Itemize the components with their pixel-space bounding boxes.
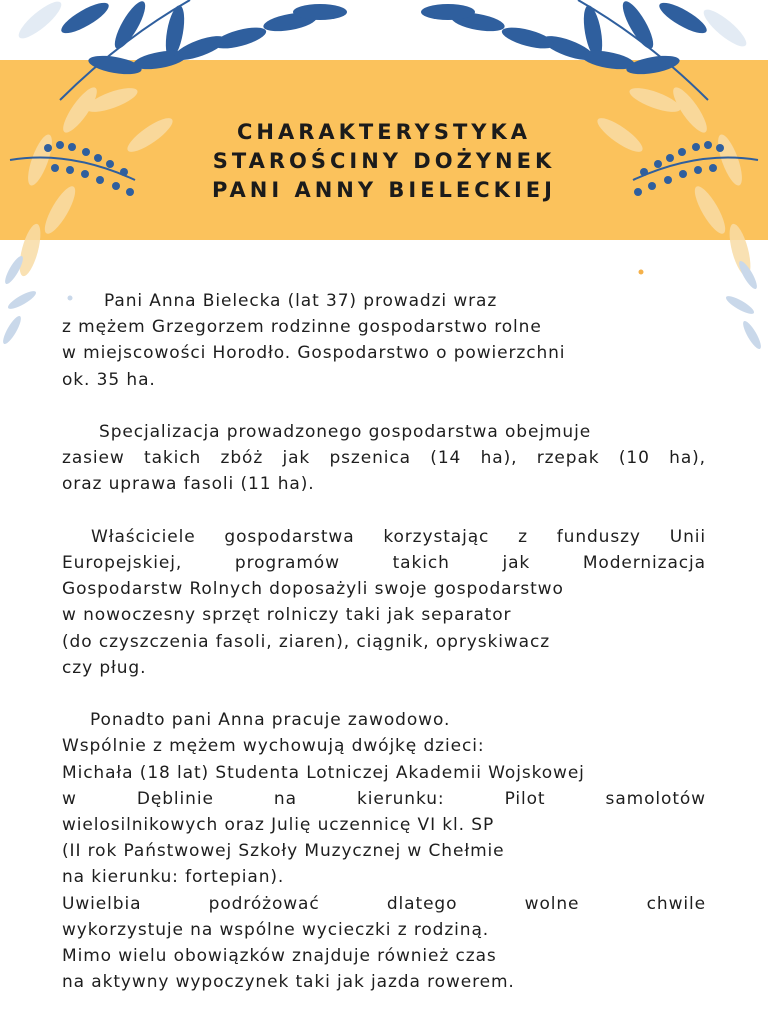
text-line: (do czyszczenia fasoli, ziaren), ciągnik, opryskiwacz	[62, 631, 551, 652]
text-line: oraz uprawa fasoli (11 ha).	[62, 474, 315, 495]
title-line: CHARAKTERYSTYKA	[236, 120, 531, 144]
text-line: w nowoczesny sprzęt rolniczy taki jak separator	[62, 605, 512, 626]
paragraph-family	[62, 707, 706, 995]
paragraph-specialization	[62, 419, 706, 498]
text-line: wykorzystuje na wspólne wycieczki z rodziną.	[62, 919, 490, 940]
text-line: w miejscowości Horodło. Gospodarstwo o powierzchni	[62, 343, 566, 364]
text-line: Właściciele gospodarstwa korzystając z funduszy Unii	[91, 526, 706, 547]
text-line: z mężem Grzegorzem rodzinne gospodarstwo rolne	[62, 317, 542, 338]
paragraph-equipment	[62, 524, 706, 681]
text-line: (II rok Państwowej Szkoły Muzycznej w Chełmie	[62, 841, 505, 862]
text-line: Pani Anna Bielecka (lat 37) prowadzi wraz	[104, 291, 498, 311]
text-line: Uwielbia podróżować dlatego wolne chwile	[62, 893, 706, 914]
paragraph-farm	[62, 288, 706, 393]
text-line: Specjalizacja prowadzonego gospodarstwa obejmuje	[99, 422, 592, 442]
text-line: w Dęblinie na kierunku: Pilot samolotów	[62, 788, 706, 809]
text-line: Europejskiej, programów takich jak Modernizacja	[62, 553, 706, 573]
text-line: Wspólnie z mężem wychowują dwójkę dzieci:	[62, 736, 485, 757]
title-line: PANI ANNY BIELECKIEJ	[212, 178, 556, 202]
text-line: Ponadto pani Anna pracuje zawodowo.	[90, 710, 451, 731]
text-line: Mimo wielu obowiązków znajduje również czas	[62, 946, 497, 967]
text-line: na kierunku: fortepian).	[62, 867, 285, 888]
body-text	[62, 288, 706, 995]
page-title	[0, 118, 768, 205]
text-line: Michała (18 lat) Studenta Lotniczej Akademii Wojskowej	[62, 762, 585, 783]
text-line: Gospodarstw Rolnych doposażyli swoje gospodarstwo	[62, 579, 564, 600]
title-line: STAROŚCINY DOŻYNEK	[212, 149, 556, 173]
text-line: wielosilnikowych oraz Julię uczennicę VI kl. SP	[62, 815, 495, 836]
text-line: ok. 35 ha.	[62, 369, 156, 390]
text-line: na aktywny wypoczynek taki jak jazda rowerem.	[62, 972, 515, 993]
text-line: zasiew takich zbóż jak pszenica (14 ha), rzepak (10 ha),	[62, 448, 706, 469]
text-line: czy pług.	[62, 657, 147, 678]
